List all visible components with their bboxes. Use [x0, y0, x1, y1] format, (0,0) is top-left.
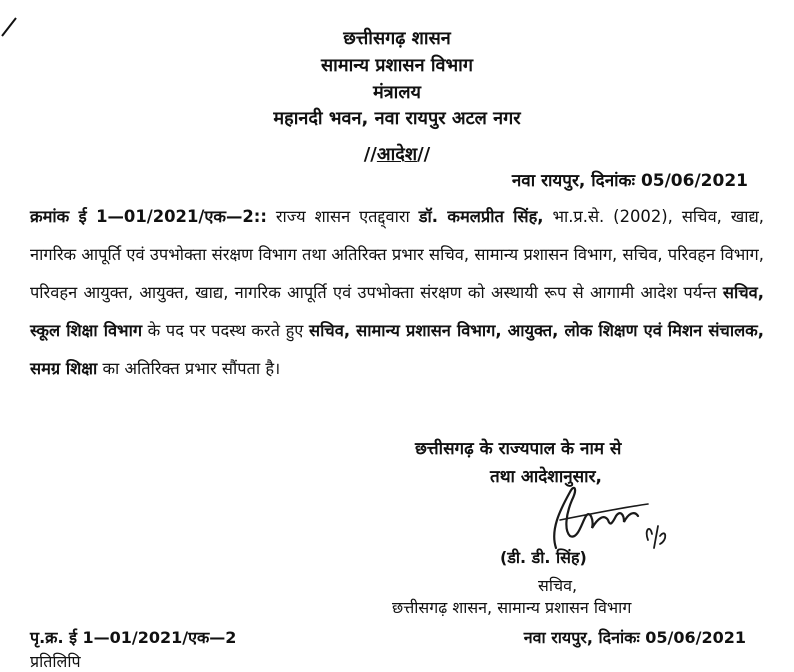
endorsement-date: नवा रायपुर, दिनांकः 05/06/2021	[523, 628, 746, 647]
new-posting: सचिव, स्कूल शिक्षा विभाग	[30, 283, 764, 340]
signer-name: (डी. डी. सिंह)	[500, 548, 587, 567]
governor-order-line: छत्तीसगढ़ के राज्यपाल के नाम से	[415, 439, 622, 459]
header-department: सामान्य प्रशासन विभाग	[321, 55, 473, 76]
additional-charge: सचिव, सामान्य प्रशासन विभाग, आयुक्त, लोक शिक्षण एवं मिशन संचालक, समग्र शिक्षा	[30, 321, 764, 378]
header-address: महानदी भवन, नवा रायपुर अटल नगर	[273, 108, 521, 129]
order-title	[0, 142, 794, 166]
order-date: नवा रायपुर, दिनांकः 05/06/2021	[511, 171, 748, 191]
by-order-line: तथा आदेशानुसार,	[490, 467, 602, 487]
officer-name: डॉ. कमलप्रीत सिंह,	[418, 207, 544, 226]
order-title-suffix: //	[417, 144, 431, 165]
body-text-1: राज्य शासन एतद्द्वारा	[266, 207, 419, 226]
header-government: छत्तीसगढ़ शासन	[343, 28, 451, 49]
body-text-2: भा.प्र.से. (2002), सचिव, खाद्य, नागरिक आपूर्ति एवं उपभोक्ता संरक्षण विभाग तथा अतिरिक्त प्रभार सचिव, सामान्य प्रशासन विभाग, सचिव, परिवहन विभाग, परिवहन आयुक्त, आयुक्त, खाद्य, नागरिक आपूर्ति एवं उपभोक्ता संरक्षण को अस्थायी रूप से आगामी आदेश पर्यन्त	[30, 207, 765, 302]
header-secretariat: मंत्रालय	[372, 82, 421, 103]
endorsement-number: पृ.क्र. ई 1—01/2021/एक—2	[30, 628, 237, 647]
copy-to-label: प्रतिलिपि	[30, 652, 81, 671]
order-title-prefix: //	[363, 144, 377, 165]
order-number: क्रमांक ई 1—01/2021/एक—2::	[30, 207, 267, 226]
body-text-3: के पद पर पदस्थ करते हुए	[142, 321, 309, 340]
order-body	[30, 198, 764, 388]
order-title-word: आदेश	[376, 144, 418, 165]
signer-department: छत्तीसगढ़ शासन, सामान्य प्रशासन विभाग	[392, 598, 632, 617]
body-text-4: का अतिरिक्त प्रभार सौंपता है।	[97, 359, 281, 378]
signer-designation: सचिव,	[538, 576, 578, 595]
